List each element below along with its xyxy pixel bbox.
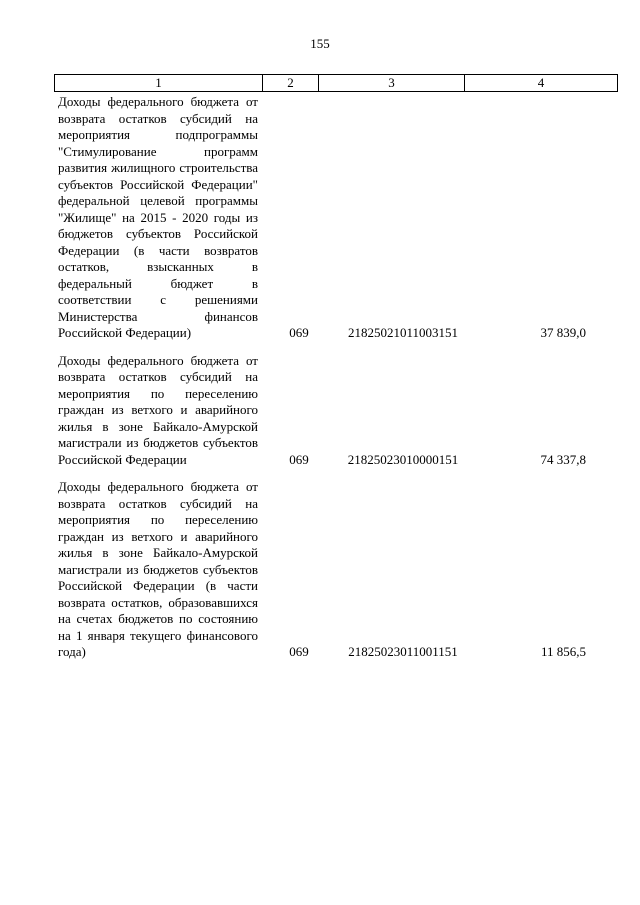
row-description: Доходы федерального бюджета от возврата остатков субсидий на мероприятия по переселению граждан из ветхого и аварийного жилья в зоне Байкало-Амурской магистрали из бюджетов субъектов Российской Федерации <box>58 352 258 467</box>
row-admin-code: 069 <box>289 644 309 659</box>
row-amount: 37 839,0 <box>540 325 586 340</box>
row-amount: 11 856,5 <box>540 644 586 659</box>
row-description: Доходы федерального бюджета от возврата остатков субсидий на мероприятия подпрограммы "Стимулирование программ развития жилищного строительства субъектов Российской Федерации" федеральной целевой программы "Жилище" на 2015 - 2020 годы из бюджетов субъектов Российской Федерации (в части возвратов остатков, взысканных в федеральный бюджет в соответствии с решениями Министерства финансов Российской Федерации) <box>58 94 258 340</box>
table-row <box>54 353 616 469</box>
table-row <box>54 479 616 661</box>
column-header-4: 4 <box>537 75 545 90</box>
row-admin-code: 069 <box>289 325 309 340</box>
column-header-1: 1 <box>55 75 263 91</box>
row-kbk-code: 21825023010000151 <box>347 451 459 467</box>
table-body <box>54 94 616 672</box>
row-admin-code: 069 <box>289 451 309 467</box>
column-header-2: 2 <box>263 75 319 91</box>
row-amount: 74 337,8 <box>540 451 586 467</box>
row-description: Доходы федерального бюджета от возврата остатков субсидий на мероприятия по переселению граждан из ветхого и аварийного жилья в зоне Байкало-Амурской магистрали из бюджетов субъектов Российской Федерации (в части возврата остатков, образовавшихся на счетах бюджетов по состоянию на 1 января текущего финансового года) <box>58 479 258 659</box>
table-row <box>54 94 616 342</box>
column-header-3: 3 <box>319 75 465 91</box>
page-number: 155 <box>310 36 330 51</box>
table-header <box>54 74 618 92</box>
row-kbk-code: 21825023011001151 <box>348 644 458 659</box>
row-kbk-code: 21825021011003151 <box>347 325 459 340</box>
